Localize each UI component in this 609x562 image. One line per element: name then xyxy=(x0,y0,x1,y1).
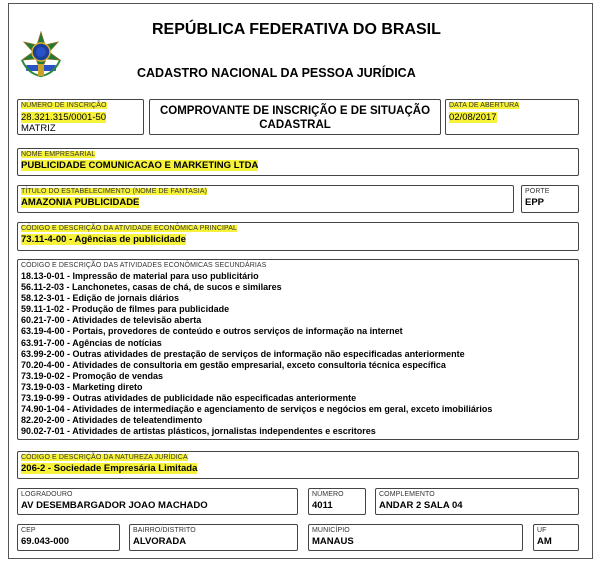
atividade-secundaria-item: 73.19-0-99 - Outras atividades de publicidade não especificadas anteriormente xyxy=(21,393,357,404)
atividade-secundaria-item: 59.11-1-02 - Produção de filmes para publicidade xyxy=(21,304,230,315)
atividade-secundaria-item: 90.02-7-01 - Atividades de artistas plásticos, jornalistas independentes e escritores xyxy=(21,426,376,437)
natureza-label: CÓDIGO E DESCRIÇÃO DA NATUREZA JURÍDICA xyxy=(21,454,188,461)
atividade-secundaria-item: 70.20-4-00 - Atividades de consultoria em gestão empresarial, exceto consultoria técnica específica xyxy=(21,359,446,370)
atividade-secundaria-item: 58.12-3-01 - Edição de jornais diários xyxy=(21,293,180,304)
comprovante-line1: COMPROVANTE DE INSCRIÇÃO E DE SITUAÇÃO xyxy=(159,105,431,117)
atividade-secundaria-item: 63.99-2-00 - Outras atividades de prestação de serviços de informação não especificadas anteriormente xyxy=(21,348,465,359)
atividade-secundaria-item: 73.19-0-03 - Marketing direto xyxy=(21,381,143,392)
numero-label: NÚMERO xyxy=(312,491,344,498)
atividade-principal-value: 73.11-4-00 - Agências de publicidade xyxy=(21,234,186,245)
empresa-label: NOME EMPRESARIAL xyxy=(21,151,96,158)
abertura-label: DATA DE ABERTURA xyxy=(449,102,520,109)
comprovante-title xyxy=(149,104,441,132)
complemento-label: COMPLEMENTO xyxy=(379,491,435,498)
atividade-secundaria-item: 63.19-4-00 - Portais, provedores de conteúdo e outros serviços de informação na internet xyxy=(21,326,403,337)
porte-value: EPP xyxy=(525,197,545,208)
atividade-principal-label: CÓDIGO E DESCRIÇÃO DA ATIVIDADE ECONÔMICA PRINCIPAL xyxy=(21,225,238,232)
logradouro-label: LOGRADOURO xyxy=(21,491,73,498)
porte-label: PORTE xyxy=(525,188,550,195)
municipio-value: MANAUS xyxy=(312,536,354,547)
fantasia-value: AMAZONIA PUBLICIDADE xyxy=(21,197,140,208)
uf-label: UF xyxy=(537,527,547,534)
atividade-secundaria-item: 82.20-2-00 - Atividades de teleatendimento xyxy=(21,415,203,426)
natureza-value: 206-2 - Sociedade Empresária Limitada xyxy=(21,463,198,474)
atividade-secundaria-item: 63.91-7-00 - Agências de notícias xyxy=(21,337,162,348)
cep-value: 69.043-000 xyxy=(21,536,70,547)
comprovante-line2: CADASTRAL xyxy=(259,119,331,131)
inscricao-type: MATRIZ xyxy=(21,123,56,134)
atividades-secundarias-list xyxy=(21,271,492,437)
atividade-secundaria-item: 74.90-1-04 - Atividades de intermediação e agenciamento de serviços e negócios em geral, exceto imobiliários xyxy=(21,404,493,415)
municipio-label: MUNICÍPIO xyxy=(312,527,350,534)
inscricao-number: 28.321.315/0001-50 xyxy=(21,112,107,123)
numero-value: 4011 xyxy=(312,500,333,511)
country-title: REPÚBLICA FEDERATIVA DO BRASIL xyxy=(152,21,441,38)
inscricao-label: NÚMERO DE INSCRIÇÃO xyxy=(21,102,107,109)
cep-label: CEP xyxy=(21,527,36,534)
fantasia-label: TÍTULO DO ESTABELECIMENTO (NOME DE FANTASIA) xyxy=(21,188,208,195)
bairro-label: BAIRRO/DISTRITO xyxy=(133,527,196,534)
coat-of-arms-emblem xyxy=(18,30,64,78)
complemento-value: ANDAR 2 SALA 04 xyxy=(379,500,463,511)
atividade-secundaria-item: 60.21-7-00 - Atividades de televisão aberta xyxy=(21,315,202,326)
abertura-value: 02/08/2017 xyxy=(449,112,497,123)
bairro-value: ALVORADA xyxy=(133,536,187,547)
uf-value: AM xyxy=(537,536,552,547)
atividade-secundaria-item: 56.11-2-03 - Lanchonetes, casas de chá, de sucos e similares xyxy=(21,282,282,293)
registry-title: CADASTRO NACIONAL DA PESSOA JURÍDICA xyxy=(137,66,416,80)
atividade-secundaria-item: 18.13-0-01 - Impressão de material para uso publicitário xyxy=(21,271,259,281)
logradouro-value: AV DESEMBARGADOR JOAO MACHADO xyxy=(21,500,208,511)
atividades-secundarias-label: CÓDIGO E DESCRIÇÃO DAS ATIVIDADES ECONÔMICAS SECUNDÁRIAS xyxy=(21,262,267,269)
empresa-value: PUBLICIDADE COMUNICACAO E MARKETING LTDA xyxy=(21,160,259,171)
atividade-secundaria-item: 73.19-0-02 - Promoção de vendas xyxy=(21,370,164,381)
